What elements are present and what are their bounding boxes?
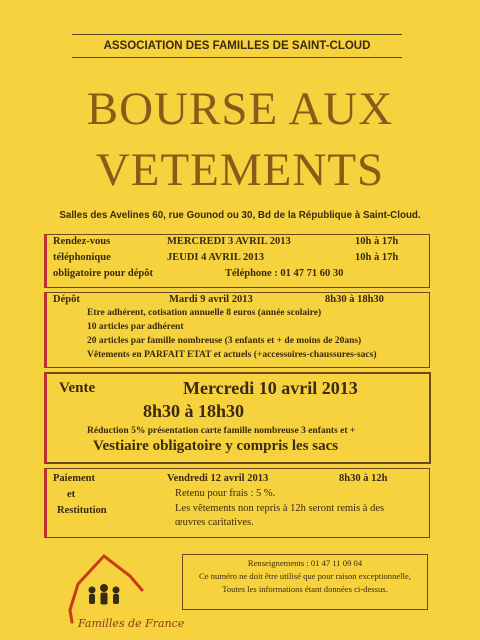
renseignements-box <box>182 554 428 610</box>
logo-figure-3 <box>113 587 120 594</box>
depot-line-1: Etre adhérent, cotisation annuelle 8 euros (année scolaire) <box>87 308 322 318</box>
vente-date: Mercredi 10 avril 2013 <box>183 378 358 398</box>
depot-line-3: 20 articles par famille nombreuse (3 enfants et + de moins de 20ans) <box>87 336 362 346</box>
paiement-label: Paiement <box>53 473 95 484</box>
paiement-label-et: et <box>67 489 76 500</box>
rendezvous-date-1: MERCREDI 3 AVRIL 2013 <box>167 236 291 247</box>
paiement-hours: 8h30 à 12h <box>339 473 388 484</box>
rendezvous-label-3: obligatoire pour dépôt <box>53 268 153 279</box>
vente-vestiaire: Vestiaire obligatoire y compris les sacs <box>93 438 339 454</box>
paiement-box <box>44 468 430 538</box>
rendezvous-label: Rendez-vous <box>53 236 111 247</box>
title-line-2: VETEMENTS <box>95 144 385 196</box>
rendezvous-date-2: JEUDI 4 AVRIL 2013 <box>167 252 264 263</box>
paiement-label-restitution: Restitution <box>57 505 107 516</box>
vente-hours: 8h30 à 18h30 <box>143 401 245 421</box>
paiement-retenu: Retenu pour frais : 5 %. <box>175 488 276 499</box>
renseignements-line-1: Renseignements : 01 47 11 09 04 <box>247 558 363 568</box>
depot-hours: 8h30 à 18h30 <box>325 294 384 305</box>
logo-wall <box>70 610 72 622</box>
vente-reduction: Réduction 5% présentation carte famille nombreuse 3 enfants et + <box>87 426 356 436</box>
rendezvous-phone: Téléphone : 01 47 71 60 30 <box>225 268 344 279</box>
paiement-date: Vendredi 12 avril 2013 <box>167 473 269 484</box>
vente-box <box>44 372 431 464</box>
association-header: ASSOCIATION DES FAMILLES DE SAINT-CLOUD <box>72 34 402 58</box>
depot-date: Mardi 9 avril 2013 <box>169 294 253 305</box>
rendezvous-hours-1: 10h à 17h <box>355 236 399 247</box>
renseignements-line-3: Toutes les informations étant données ci-dessus. <box>222 584 388 594</box>
paiement-line-2: œuvres caritatives. <box>175 517 254 528</box>
logo-figure-2 <box>100 584 108 592</box>
depot-line-2: 10 articles par adhérent <box>87 322 184 332</box>
paiement-line-1: Les vêtements non repris à 12h seront remis à des <box>175 503 385 514</box>
depot-box <box>44 292 430 368</box>
logo-figure-1 <box>89 587 96 594</box>
venue-address: Salles des Avelines 60, rue Gounod ou 30, Bd de la République à Saint-Cloud. <box>59 210 421 221</box>
rendezvous-box <box>44 234 430 288</box>
vente-label: Vente <box>59 380 96 396</box>
depot-label: Dépôt <box>53 294 80 305</box>
rendezvous-label-2: téléphonique <box>53 252 111 263</box>
depot-line-4: Vêtements en PARFAIT ETAT et actuels (+accessoires-chaussures-sacs) <box>87 350 377 360</box>
logo-text: Familles de France <box>78 617 185 630</box>
title-line-1: BOURSE AUX <box>86 83 394 135</box>
renseignements-line-2: Ce numéro ne doit être utilisé que pour raison exceptionnelle, <box>199 571 411 581</box>
rendezvous-hours-2: 10h à 17h <box>355 252 399 263</box>
